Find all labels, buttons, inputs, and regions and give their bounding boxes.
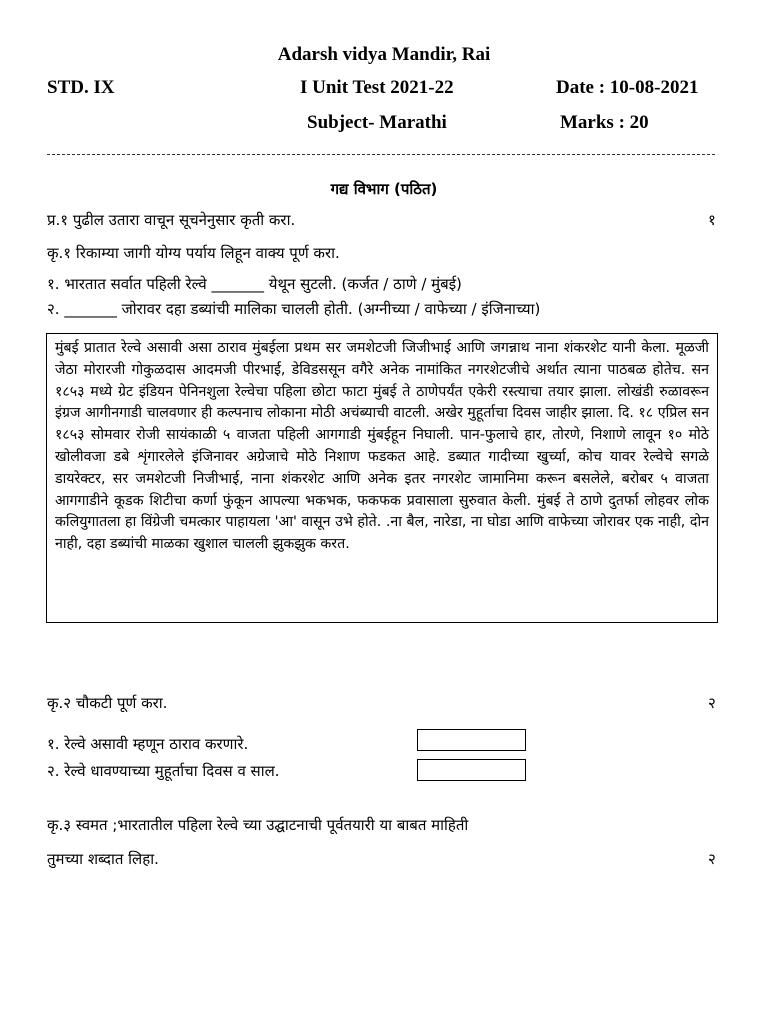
activity-2-instruction: कृ.२ चौकटी पूर्ण करा.	[47, 694, 168, 712]
box-item-2: २. रेल्वे धावण्याच्या मुहूर्ताचा दिवस व साल.	[47, 762, 280, 780]
box-item-1: १. रेल्वे असावी म्हणून ठाराव करणारे.	[47, 735, 249, 753]
total-marks: Marks : 20	[560, 112, 649, 133]
school-name: Adarsh vidya Mandir, Rai	[277, 44, 491, 65]
passage-box: मुंबई प्रातात रेल्वे असावी असा ठाराव मुंबईला प्रथम सर जमशेटजी जिजीभाई आणि जगन्नाथ नाना शंकरशेट यानी केला. मूळजी जेठा मोरारजी गोकुळदास आदमजी पीरभाई, डेविडससून वगैरे अनेक नामांकित नगरशेटजीचे अर्थात त्याना पाठबळ होतेच. सन १८५३ मध्ये ग्रेट इंडियन पेनिनशुला रेल्वेचा पहिला छोटा फाटा मुंबई ते ठाणेपर्यंत एकेरी रस्त्याचा तयार झाला. लोखंडी रुळावरून इंग्रज आगीनगाडी चालवणार ही कल्पनाच लोकाना मोठी अचंब्याची वाटली. अखेर मुहूर्ताचा दिवस जाहीर झाला. दि. १८ एप्रिल सन १८५३ सोमवार रोजी सायंकाळी ५ वाजता पहिली आगगाडी मुंबईहून निघाली. पान-फुलाचे हार, तोरणे, निशाणे लावून १० मोठे खोलीवजा डबे शृंगारलेले इंजिनावर अग्रेजाचे मोठे निशाण फडकत आहे. डब्यात गादीच्या खुर्च्या, कोच यावर रेल्वेचे सगळे डायरेक्टर, सर जमशेटजी निजीभाई, नाना शंकरशेट आणि अनेक इतर नगरशेट जामानिमा करून बसलेले, बरोबर ५ वाजता आगगाडीने कूडक शिटीचा कर्णा फुंकून आपल्या भकभक, फकफक प्रवासाला सुरुवात केली. मुंबई ते ठाणे दुतर्फा लोहवर लोक कलियुगातला हा विंग्रेजी चमत्कार पाहायला 'आ' वासून उभे होते. .ना बैल, नारेडा, ना घोडा आणि वाफेच्या जोरावर एक नाही, दोन नाही, दहा डब्यांची माळका खुशाल चालली झुकझुक करत.	[46, 333, 718, 623]
section-title: गद्य विभाग (पठित)	[330, 180, 438, 198]
exam-title: I Unit Test 2021-22	[300, 77, 454, 98]
activity-3-line2: तुमच्या शब्दात लिहा.	[47, 850, 159, 868]
standard: STD. IX	[47, 77, 115, 98]
answer-box-1[interactable]	[417, 729, 526, 751]
fill-blank-1: १. भारतात सर्वात पहिली रेल्वे _______ येथून सुटली. (कर्जत / ठाणे / मुंबई)	[47, 275, 462, 293]
answer-box-2[interactable]	[417, 759, 526, 781]
activity-3-line1: कृ.३ स्वमत ;भारतातील पहिला रेल्वे च्या उद्घाटनाची पूर्वतयारी या बाबत माहिती	[47, 816, 469, 834]
activity-3-marks: २	[708, 850, 716, 868]
header-divider	[47, 154, 715, 155]
question-1: प्र.१ पुढील उतारा वाचून सूचनेनुसार कृती करा.	[47, 211, 296, 229]
activity-1-instruction: कृ.१ रिकाम्या जागी योग्य पर्याय लिहून वाक्य पूर्ण करा.	[47, 244, 340, 262]
subject: Subject- Marathi	[307, 112, 447, 133]
activity-2-marks: २	[708, 694, 716, 712]
question-1-marks: १	[708, 211, 716, 229]
fill-blank-2: २. _______ जोरावर दहा डब्यांची मालिका चालली होती. (अग्नीच्या / वाफेच्या / इंजिनाच्या)	[47, 300, 541, 318]
exam-date: Date : 10-08-2021	[556, 77, 699, 98]
